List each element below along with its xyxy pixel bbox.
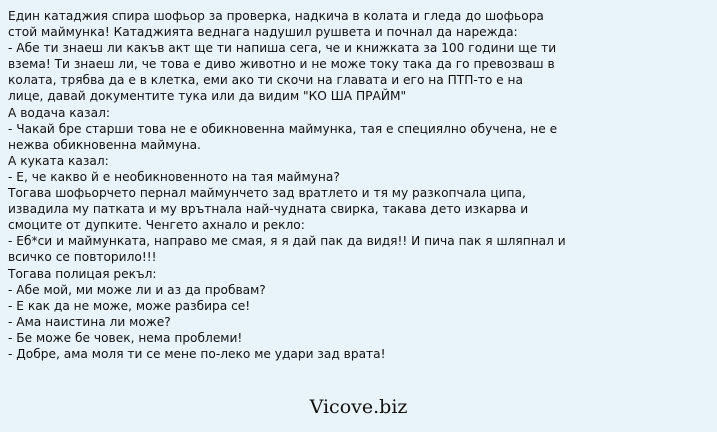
joke-line: колата, трябва да е в клетка, еми ако ти скочи на главата и его на ПТП-то е на — [8, 73, 523, 88]
joke-line: - Абе ти знаеш ли какъв акт ще ти напиша сега, че и книжката за 100 години ще ти — [8, 41, 557, 56]
joke-text — [8, 8, 708, 362]
joke-line: извадила му патката и му врътнала най-чудната свирка, такава дето изкарва и — [8, 202, 529, 217]
joke-line: Един катаджия спира шофьор за проверка, надкича в колата и гледа до шофьора — [8, 9, 544, 23]
joke-line: А куката казал: — [8, 153, 109, 168]
joke-line: - Ама наистина ли може? — [8, 314, 171, 329]
joke-line: Тогава полицая рекъл: — [8, 266, 157, 281]
joke-line: Тогава шофьорчето пернал маймунчето зад вратлето и тя му разкопчала ципа, — [8, 186, 526, 201]
joke-line: лице, давай документите тука или да видим "КО ША ПРАЙМ" — [8, 89, 407, 104]
joke-line: А водача казал: — [8, 105, 110, 120]
joke-line: - Абе мой, ми може ли и аз да пробвам? — [8, 282, 266, 297]
joke-line: - Е как да не може, може разбира се! — [8, 298, 251, 313]
joke-line: стой маймунка! Катаджията веднага надушил рушвета и почнал да нарежда: — [8, 25, 518, 40]
joke-line: - Чакай бре старши това не е обикновенна маймунка, тая е специялно обучена, не е — [8, 121, 558, 136]
joke-line: всичко се повторило!!! — [8, 250, 157, 265]
joke-line: - Е, че какво й е необикновенното на тая маймуна? — [8, 169, 340, 184]
joke-line: - Бе може бе човек, нема проблеми! — [8, 330, 243, 345]
site-watermark: Vicove.biz — [309, 396, 408, 418]
joke-line: смоците от дупките. Ченгето ахнало и рекло: — [8, 218, 305, 233]
joke-line: взема! Ти знаеш ли, че това е диво животно и не може току така да го превозваш в — [8, 57, 555, 72]
joke-line: - Еб*си и маймунката, направо ме смая, я я дай пак да видя!! И пича пак я шляпнал и — [8, 234, 566, 249]
joke-line: нежва обикновенна маймуна. — [8, 137, 201, 152]
joke-line: - Добре, ама моля ти се мене по-леко ме удари зад врата! — [8, 346, 386, 361]
